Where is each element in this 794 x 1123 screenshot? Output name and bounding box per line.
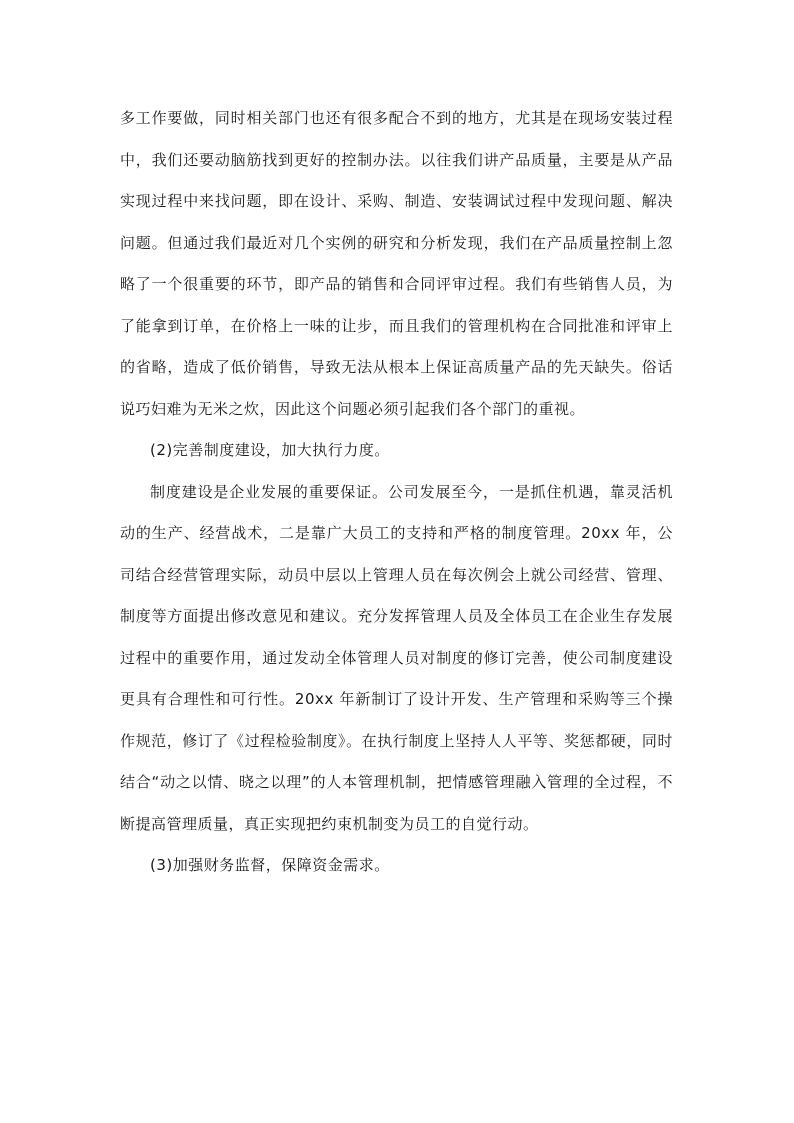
paragraph-system-building: 制度建设是企业发展的重要保证。公司发展至今，一是抓住机遇，靠灵活机动的生产、经营战术，二是靠广大员工的支持和严格的制度管理。20xx 年，公司结合经营管理实际，动员中层以上管理人员在每次例会上就公司经营、管理、制度等方面提出修改意见和建议。充分发挥管理人员及全体员工在企业生存发展过程中的重要作用，通过发动全体管理人员对制度的修订完善，使公司制度建设更具有合理性和可行性。20xx 年新制订了设计开发、生产管理和采购等三个操作规范，修订了《过程检验制度》。在执行制度上坚持人人平等、奖惩都硬，同时结合“动之以情、晓之以理”的人本管理机制，把情感管理融入管理的全过程，不断提高管理质量，真正实现把约束机制变为员工的自觉行动。	[120, 482, 673, 833]
document-page	[120, 98, 673, 887]
paragraph-quality-control: 多工作要做，同时相关部门也还有很多配合不到的地方，尤其是在现场安装过程中，我们还要动脑筋找到更好的控制办法。以往我们讲产品质量，主要是从产品实现过程中来找问题，即在设计、采购、制造、安装调试过程中发现问题、解决问题。但通过我们最近对几个实例的研究和分析发现，我们在产品质量控制上忽略了一个很重要的环节，即产品的销售和合同评审过程。我们有些销售人员，为了能拿到订单，在价格上一味的让步，而且我们的管理机构在合同批准和评审上的省略，造成了低价销售，导致无法从根本上保证高质量产品的先天缺失。俗话说巧妇难为无米之炊，因此这个问题必须引起我们各个部门的重视。	[120, 109, 673, 418]
heading-financial-supervision: (3)加强财务监督，保障资金需求。	[150, 856, 390, 874]
heading-system-building: (2)完善制度建设，加大执行力度。	[150, 441, 390, 459]
